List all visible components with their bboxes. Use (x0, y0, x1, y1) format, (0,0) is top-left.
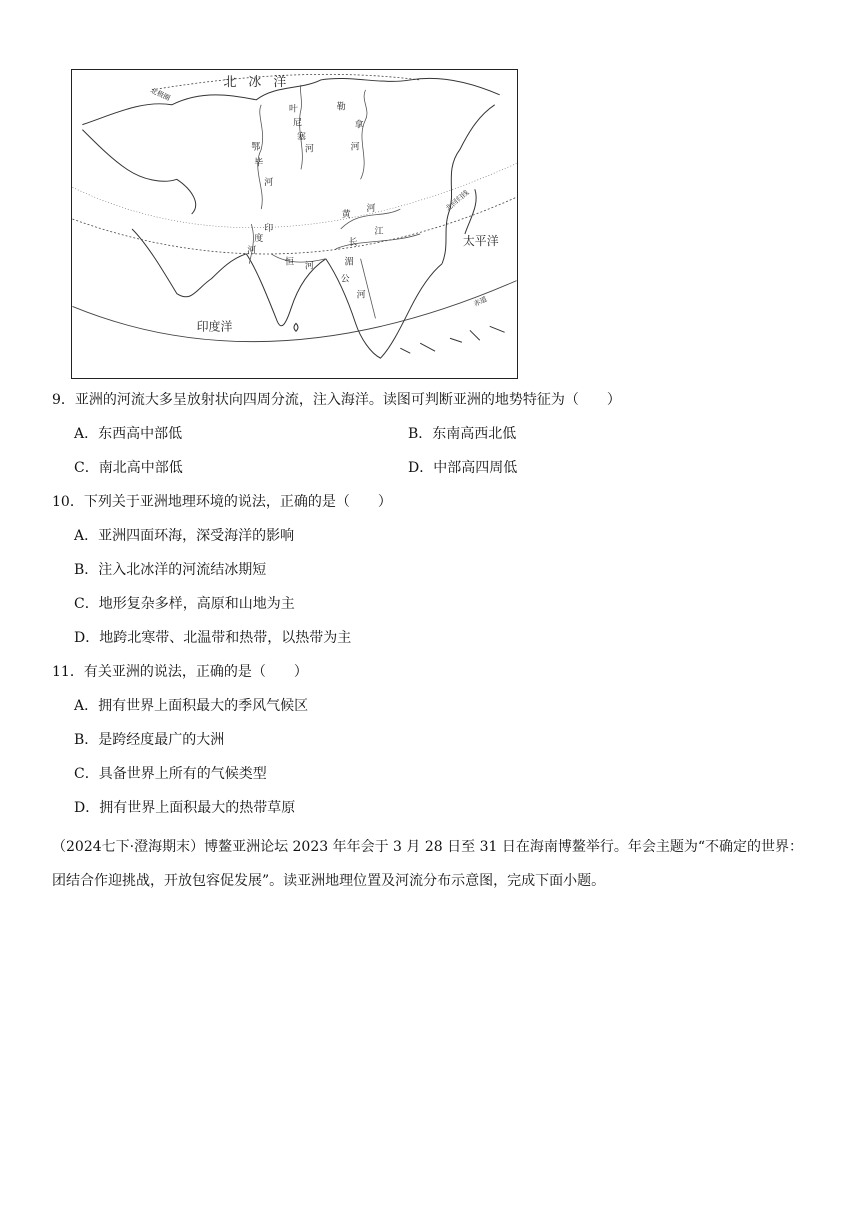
huang-label-1: 黄 (341, 210, 351, 221)
tropic-label: 北回归线 (444, 188, 471, 213)
indus-river-line (249, 224, 253, 264)
chang-label-2: 江 (374, 226, 384, 237)
q11-option-b[interactable]: B．是跨经度最广的大洲 (74, 732, 225, 748)
ob-label-3: 河 (264, 178, 274, 189)
question-11-text: 11．有关亚洲的说法，正确的是（ ） (52, 664, 308, 680)
lena-label-2: 拿 (354, 120, 364, 131)
yenisei-label-4: 河 (304, 144, 314, 155)
ob-river-line (258, 105, 263, 209)
huang-label-2: 河 (366, 204, 376, 215)
yenisei-label-2: 尼 (293, 118, 302, 129)
mekong-label-2: 公 (340, 274, 350, 285)
arabia-coast (132, 229, 246, 297)
indus-label-3: 河 (247, 245, 257, 256)
chang-label-1: 长 (348, 237, 358, 248)
mekong-label-3: 河 (356, 290, 366, 301)
ganges-river-line (271, 254, 326, 262)
q11-option-c[interactable]: C．具备世界上所有的气候类型 (74, 766, 267, 782)
arctic-ocean-label: 北 冰 洋 (223, 74, 291, 90)
asia-map (71, 69, 518, 379)
question-9-text: 9．亚洲的河流大多呈放射状向四周分流，注入海洋。读图可判断亚洲的地势特征为（ ） (52, 392, 621, 408)
lena-label-1: 勒 (336, 102, 346, 113)
sri-lanka (294, 323, 298, 331)
yenisei-label-1: 叶 (289, 104, 298, 115)
q10-option-d[interactable]: D．地跨北寒带、北温带和热带，以热带为主 (74, 630, 352, 646)
q9-option-c[interactable]: C．南北高中部低 (74, 460, 183, 476)
ganges-label-2: 河 (304, 261, 314, 272)
equator-label: 赤道 (472, 295, 489, 309)
question-10-text: 10．下列关于亚洲地理环境的说法，正确的是（ ） (52, 494, 392, 510)
passage-text: （2024七下·澄海期末）博鳌亚洲论坛 2023 年年会于 3 月 28 日至 31 日在海南博鳌举行。年会主题为“不确定的世界：团结合作迎挑战，开放包容促发展”。读亚洲地理位置及河流分布示意图，完成下面小题。 (52, 839, 804, 889)
q11-option-d[interactable]: D．拥有世界上面积最大的热带草原 (74, 800, 296, 816)
europe-coast (82, 130, 195, 214)
lena-label-3: 河 (350, 142, 360, 153)
q11-option-a[interactable]: A．拥有世界上面积最大的季风气候区 (74, 698, 309, 714)
arctic-circle-label: 北极圈 (149, 86, 172, 103)
indus-label-1: 印 (264, 223, 274, 234)
q9-option-a[interactable]: A．东西高中部低 (74, 426, 183, 442)
ob-label-1: 鄂 (251, 142, 261, 153)
longitude-line (72, 163, 516, 227)
q9-option-d[interactable]: D．中部高四周低 (408, 460, 518, 476)
mekong-label-1: 湄 (344, 257, 354, 268)
pacific-ocean-label: 太平洋 (462, 233, 499, 248)
q9-option-b[interactable]: B．东南高西北低 (408, 426, 517, 442)
islands (400, 326, 504, 353)
equator-line (72, 281, 516, 342)
indus-label-2: 度 (254, 233, 264, 244)
q10-option-c[interactable]: C．地形复杂多样，高原和山地为主 (74, 596, 295, 612)
q10-option-a[interactable]: A．亚洲四面环海，深受海洋的影响 (74, 528, 295, 544)
ganges-label-1: 恒 (285, 257, 295, 268)
indian-ocean-label: 印度洋 (196, 319, 233, 334)
ob-label-2: 毕 (254, 158, 264, 169)
north-coast (82, 78, 499, 124)
yenisei-label-3: 塞 (296, 132, 306, 143)
mekong-river-line (361, 259, 376, 319)
q10-option-b[interactable]: B．注入北冰洋的河流结冰期短 (74, 562, 267, 578)
lena-river-line (361, 90, 367, 179)
